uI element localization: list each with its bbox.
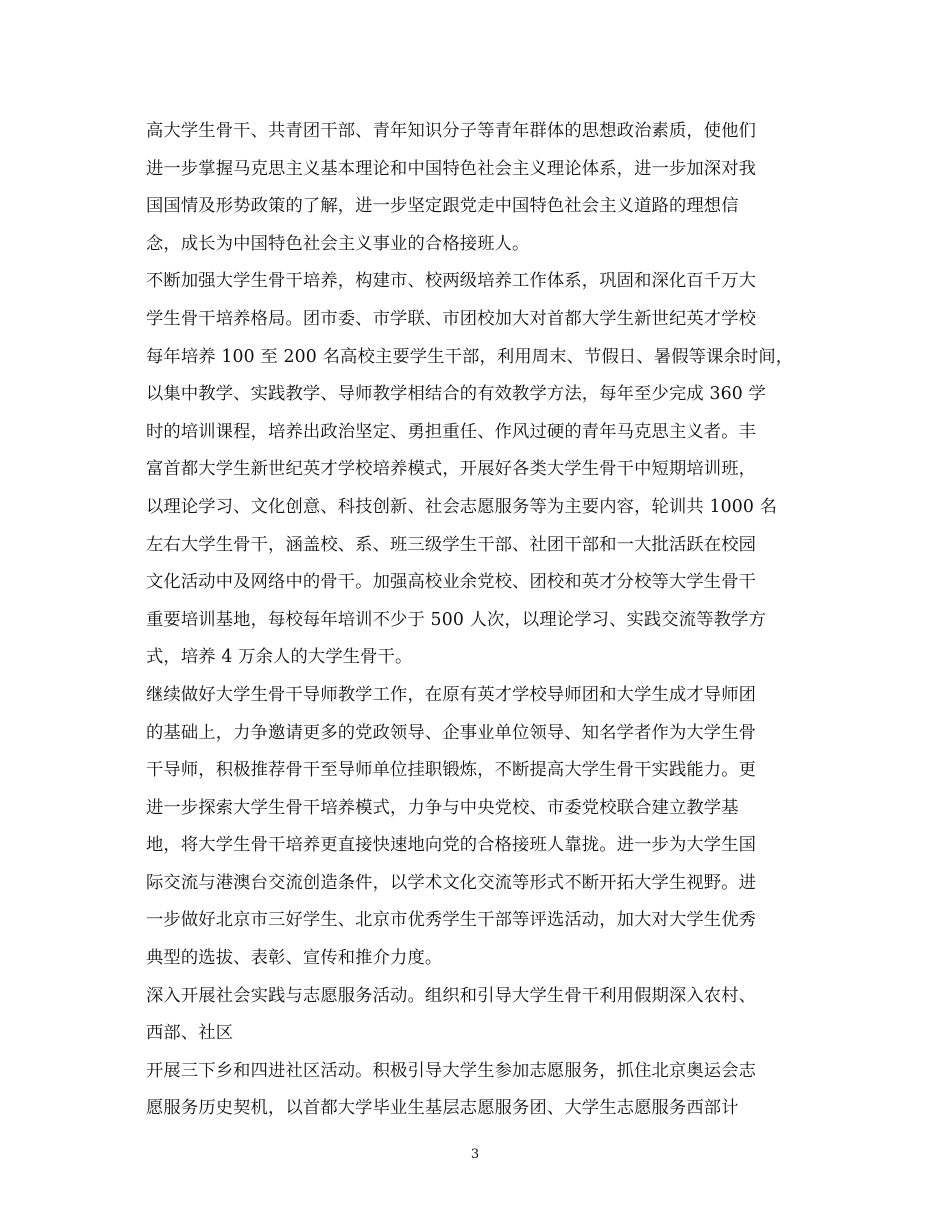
body-text xyxy=(146,113,816,1128)
text-line: 际交流与港澳台交流创造条件，以学术文化交流等形式不断开拓大学生视野。进 xyxy=(146,872,757,893)
text-line: 典型的选拔、表彰、宣传和推介力度。 xyxy=(146,948,443,969)
text-line: 高大学生骨干、共青团干部、青年知识分子等青年群体的思想政治素质，使他们 xyxy=(146,121,757,141)
text-line: 干导师，积极推荐骨干至导师单位挂职锻炼，不断提高大学生骨干实践能力。更 xyxy=(146,760,757,781)
text-line: 重要培训基地，每校每年培训不少于 500 人次，以理论学习、实践交流等教学方 xyxy=(146,609,766,630)
text-line: 时的培训课程，培养出政治坚定、勇担重任、作风过硬的青年马克思主义者。丰 xyxy=(146,421,757,442)
text-line: 国国情及形势政策的了解，进一步坚定跟党走中国特色社会主义道路的理想信 xyxy=(146,196,739,217)
text-line: 一步做好北京市三好学生、北京市优秀学生干部等评选活动，加大对大学生优秀 xyxy=(146,910,757,931)
text-line: 每年培养 100 至 200 名高校主要学生干部，利用周末、节假日、暑假等课余时间， xyxy=(146,346,794,367)
page-number: 3 xyxy=(470,1147,480,1162)
text-line: 进一步掌握马克思主义基本理论和中国特色社会主义理论体系，进一步加深对我 xyxy=(146,158,757,179)
text-line: 富首都大学生新世纪英才学校培养模式，开展好各类大学生骨干中短期培训班， xyxy=(146,459,757,480)
text-line: 西部、社区 xyxy=(146,1023,234,1044)
text-line: 以理论学习、文化创意、科技创新、社会志愿服务等为主要内容，轮训共 1000 名 xyxy=(146,496,778,517)
text-line: 开展三下乡和四进社区活动。积极引导大学生参加志愿服务，抓住北京奥运会志 xyxy=(146,1060,757,1081)
text-line: 以集中教学、实践教学、导师教学相结合的有效教学方法，每年至少完成 360 学 xyxy=(146,384,766,405)
text-line: 式，培养 4 万余人的大学生骨干。 xyxy=(146,647,413,668)
text-line: 文化活动中及网络中的骨干。加强高校业余党校、团校和英才分校等大学生骨干 xyxy=(146,572,757,593)
text-line: 进一步探索大学生骨干培养模式，力争与中央党校、市委党校联合建立教学基 xyxy=(146,797,739,818)
text-line: 深入开展社会实践与志愿服务活动。组织和引导大学生骨干利用假期深入农村、 xyxy=(146,985,757,1006)
text-line: 地，将大学生骨干培养更直接快速地向党的合格接班人靠拢。进一步为大学生国 xyxy=(146,835,757,856)
text-line: 不断加强大学生骨干培养，构建市、校两级培养工作体系，巩固和深化百千万大 xyxy=(146,271,757,292)
text-line: 继续做好大学生骨干导师教学工作，在原有英才学校导师团和大学生成才导师团 xyxy=(146,684,757,705)
text-line: 念，成长为中国特色社会主义事业的合格接班人。 xyxy=(146,233,530,254)
text-line: 左右大学生骨干，涵盖校、系、班三级学生干部、社团干部和一大批活跃在校园 xyxy=(146,534,757,555)
text-line: 愿服务历史契机，以首都大学毕业生基层志愿服务团、大学生志愿服务西部计 xyxy=(146,1098,739,1119)
text-line: 学生骨干培养格局。团市委、市学联、市团校加大对首都大学生新世纪英才学校 xyxy=(146,308,757,329)
text-line: 的基础上，力争邀请更多的党政领导、企事业单位领导、知名学者作为大学生骨 xyxy=(146,722,757,743)
